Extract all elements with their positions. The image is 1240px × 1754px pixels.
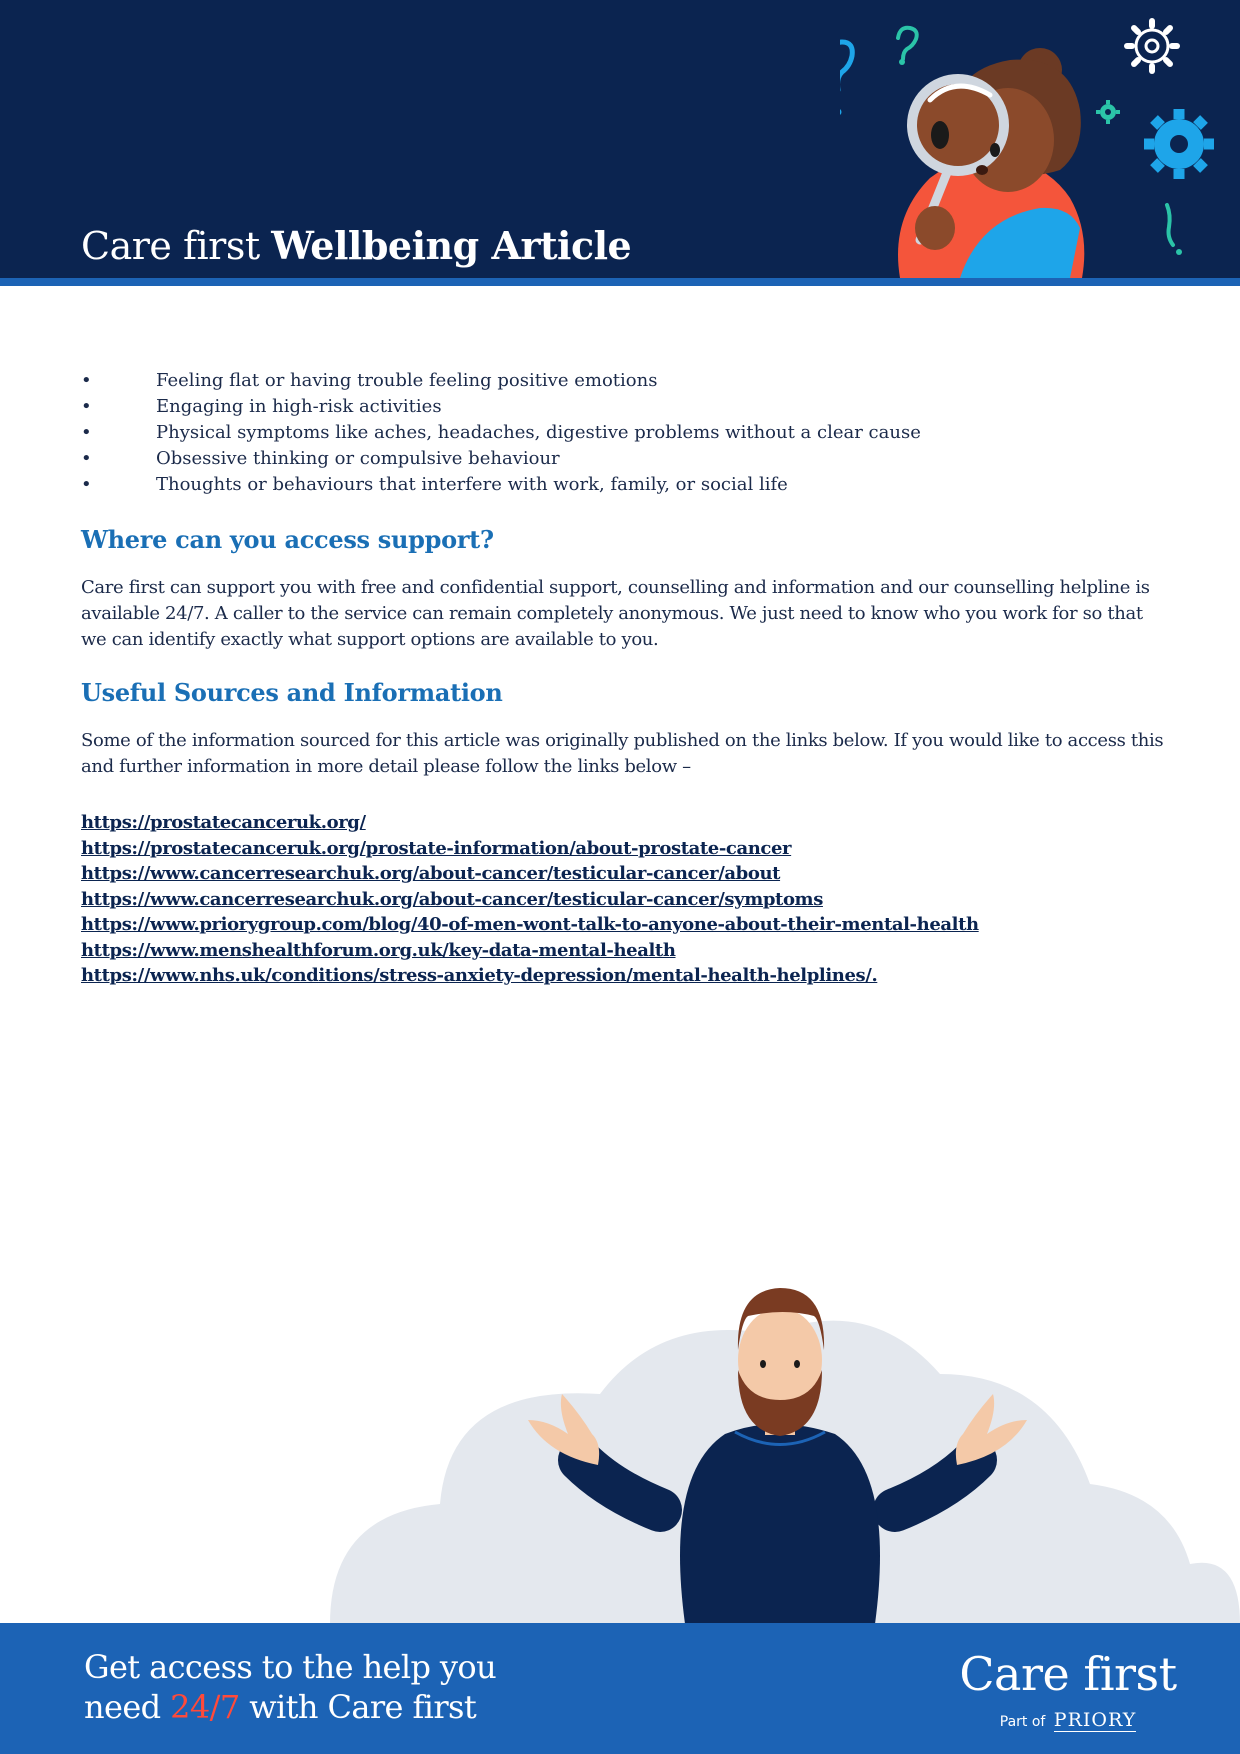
page-title — [81, 222, 631, 270]
title-main: Wellbeing Article — [271, 223, 632, 268]
sources-heading: Useful Sources and Information — [81, 678, 503, 707]
support-paragraph: Care first can support you with free and confidential support, counselling and information and our counselling helpline is available 24/7. A caller to the service can remain completely anonymous. We just need to know who you work for so that we can identify exactly what support options are available to you. — [81, 577, 1150, 650]
footer-cta: Get access to the help you need 24/7 with Care first — [84, 1648, 497, 1726]
support-heading: Where can you access support? — [81, 525, 494, 554]
bullet-icon: • — [81, 370, 92, 391]
header-stripe — [0, 278, 1240, 286]
title-brand: Care first — [81, 224, 260, 268]
priory-logo: PRIORY — [1053, 1709, 1137, 1731]
source-link[interactable]: https://www.menshealthforum.org.uk/key-data-mental-health — [81, 939, 676, 961]
source-link[interactable]: https://www.priorygroup.com/blog/40-of-men-wont-talk-to-anyone-about-their-mental-health — [81, 914, 979, 935]
article-body — [81, 368, 1164, 989]
source-links — [81, 810, 1161, 989]
source-link[interactable]: https://www.cancerresearchuk.org/about-cancer/testicular-cancer/about — [81, 863, 781, 884]
list-item: • Engaging in high-risk activities — [81, 394, 1161, 420]
brand-logo — [958, 1647, 1178, 1731]
availability-highlight: 24/7 — [170, 1688, 240, 1726]
bullet-icon: • — [81, 474, 92, 495]
bullet-icon: • — [81, 396, 92, 417]
shrugging-bearded-man-icon — [330, 1280, 1240, 1624]
header-banner — [0, 0, 1240, 278]
bullet-icon: • — [81, 422, 92, 443]
sources-paragraph: Some of the information sourced for this article was originally published on the links below. If you would like to access this and further information in more detail please follow the links below – — [81, 730, 1164, 777]
source-link[interactable]: https://prostatecanceruk.org/prostate-information/about-prostate-cancer — [81, 837, 792, 859]
list-item: • Thoughts or behaviours that interfere with work, family, or social life — [81, 472, 1161, 498]
symptom-list — [81, 368, 1161, 498]
footer-banner — [0, 1623, 1240, 1754]
source-link[interactable]: https://prostatecanceruk.org/ — [81, 812, 366, 833]
list-item: • Physical symptoms like aches, headaches, digestive problems without a clear cause — [81, 420, 1161, 446]
woman-with-magnifying-glass-icon — [840, 0, 1240, 278]
brand-name: Care first — [959, 1647, 1177, 1701]
source-link[interactable]: https://www.nhs.uk/conditions/stress-anxiety-depression/mental-health-helplines/. — [81, 965, 878, 986]
bullet-icon: • — [81, 448, 92, 469]
source-link[interactable]: https://www.cancerresearchuk.org/about-cancer/testicular-cancer/symptoms — [81, 888, 823, 910]
brand-parent: Part of PRIORY — [999, 1709, 1137, 1731]
list-item: • Obsessive thinking or compulsive behaviour — [81, 446, 1161, 472]
list-item: • Feeling flat or having trouble feeling positive emotions — [81, 368, 1161, 394]
